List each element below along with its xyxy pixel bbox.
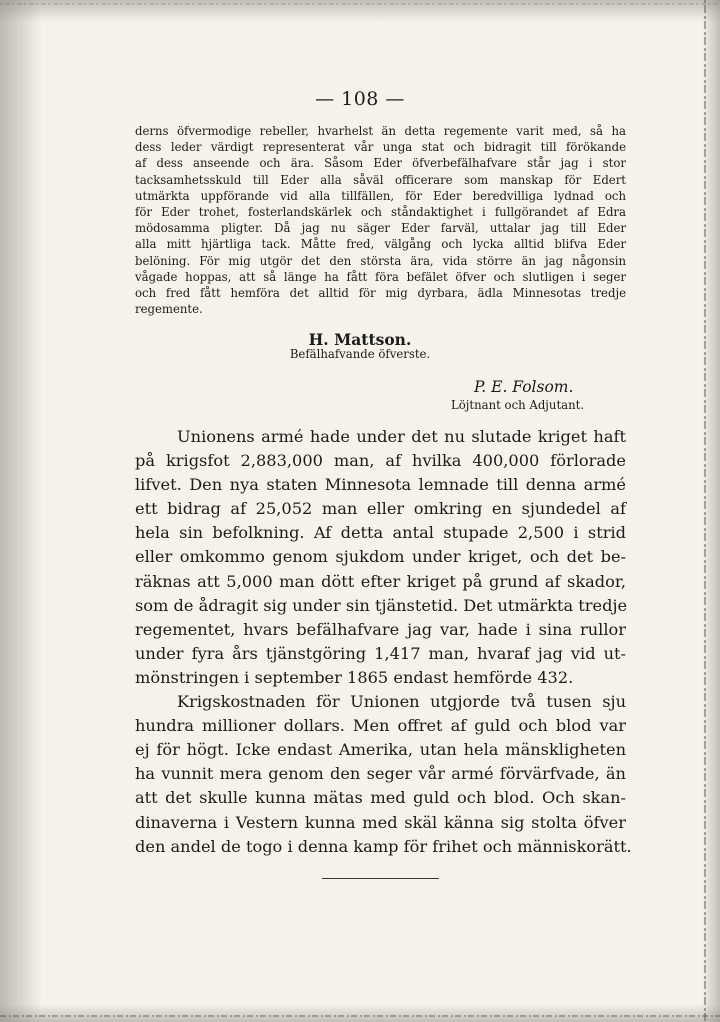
body-line: den andel de togo i denna kamp för frihet och människorätt.	[135, 836, 632, 856]
letter-line: regemente.	[135, 302, 203, 317]
signature-name: H. Mattson.	[308, 330, 412, 349]
letter-line: utmärkta uppförande vid alla tillfällen, för Eder beredvilliga lydnad och	[135, 188, 626, 203]
body-line: under fyra års tjänstgöring 1,417 man, hvaraf jag vid ut-	[135, 643, 626, 663]
signature-title: Befälhafvande öfverste.	[289, 347, 431, 361]
body-line: ej för högt. Icke endast Amerika, utan hela mänskligheten	[135, 740, 626, 760]
body-line: ett bidrag af 25,052 man eller omkring en sjundedel af	[135, 499, 626, 519]
letter-line: tacksamhetsskuld till Eder alla såväl officerare som manskap för Edert	[135, 172, 626, 187]
letter-line: af dess anseende och ära. Såsom Eder öfverbefälhafvare står jag i stor	[135, 156, 626, 171]
body-line: dinaverna i Vestern kunna med skäl känna sig stolta öfver	[135, 812, 626, 832]
body-line: Krigskostnaden för Unionen utgjorde två tusen sju	[177, 692, 626, 712]
letter-line: belöning. För mig utgör det den största ära, vida större än jag någonsin	[135, 253, 626, 268]
letter-line: mödosamma pligter. Då jag nu säger Eder farväl, uttalar jag till Eder	[135, 221, 626, 236]
letter-line: för Eder trohet, fosterlandskärlek och ståndaktighet i fullgörandet af Edra	[135, 205, 626, 220]
body-line: regementet, hvars befälhafvare jag var, hade i sina rullor	[135, 619, 626, 639]
body-line: mönstringen i september 1865 endast hemförde 432.	[135, 667, 574, 687]
letter-line: dess leder värdigt representerat vår unga stat och bidragit till förökande	[135, 140, 626, 155]
body-line: att det skulle kunna mätas med guld och blod. Och skan-	[135, 788, 626, 808]
body-line: på krigsfot 2,883,000 man, af hvilka 400,000 förlorade	[135, 451, 626, 471]
body-line: som de ådragit sig under sin tjänstetid. Det utmärkta tredje	[135, 595, 628, 615]
adjutant-title: Löjtnant och Adjutant.	[451, 398, 585, 412]
adjutant-name: P. E. Folsom.	[474, 378, 574, 396]
body-text	[135, 425, 632, 859]
body-line: räknas att 5,000 man dött efter kriget på grund af skador,	[135, 571, 626, 591]
letter-line: derns öfvermodige rebeller, hvarhelst än detta regemente varit med, så ha	[135, 124, 626, 138]
body-line: hela sin befolkning. Af detta antal stupade 2,500 i strid	[135, 523, 626, 543]
letter-paragraph	[135, 123, 626, 317]
letter-line: alla mitt hjärtliga tack. Måtte fred, välgång och lycka alltid blifva Eder	[135, 237, 626, 252]
letter-line: och fred fått hemföra det alltid för mig dyrbara, ädla Minnesotas tredje	[135, 286, 626, 301]
body-line: lifvet. Den nya staten Minnesota lemnade till denna armé	[135, 475, 626, 495]
end-divider	[322, 878, 439, 879]
body-line: eller omkommo genom sjukdom under kriget, och det be-	[135, 547, 626, 567]
letter-line: vågade hoppas, att så länge ha fått föra befälet öfver och slutligen i seger	[135, 269, 626, 284]
body-line: Unionens armé hade under det nu slutade kriget haft	[177, 427, 626, 446]
page-number: — 108 —	[315, 88, 405, 110]
body-line: ha vunnit mera genom den seger vår armé förvärfvade, än	[135, 764, 626, 784]
body-line: hundra millioner dollars. Men offret af guld och blod var	[135, 716, 626, 736]
